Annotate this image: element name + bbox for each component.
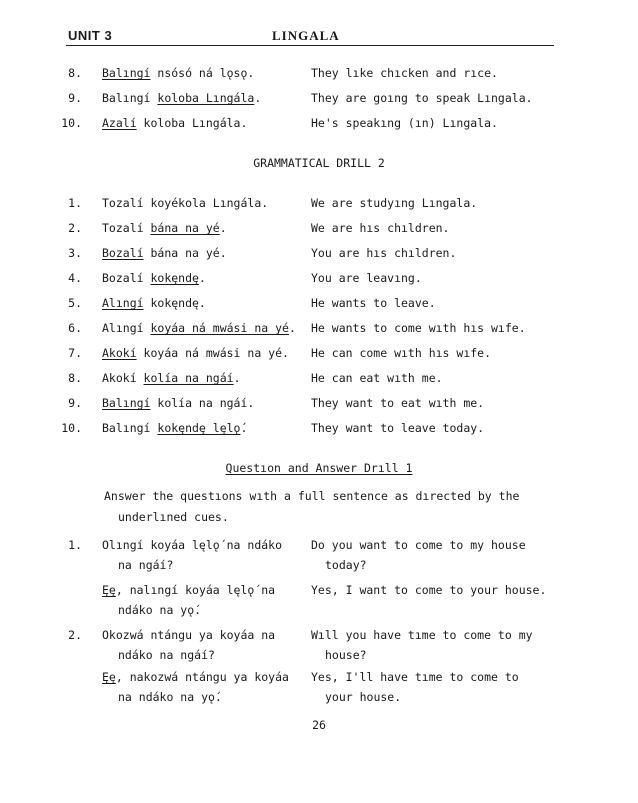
drill-row (0, 346, 638, 364)
lingala-text: Balıngí (102, 421, 158, 435)
drill-row (0, 221, 638, 239)
underlined-cue: Bozalí (102, 246, 144, 260)
item-number: 5. (68, 296, 82, 310)
lingala-text: Balıngí (102, 91, 158, 105)
lingala-question: Okozwá ntángu ya koyáa na (102, 628, 276, 642)
qa-answer-row (0, 583, 638, 601)
english-translation: They want to leave today. (311, 421, 485, 435)
english-question: today? (325, 558, 367, 572)
underlined-cue: koloba Lıngála (157, 91, 255, 105)
lingala-text: , nakozwá ntángu ya koyáa (115, 670, 289, 684)
header-rule (66, 45, 554, 46)
english-translation: We are studyıng Lıngala. (311, 196, 478, 210)
english-translation: He's speakıng (ın) Lıngala. (311, 116, 498, 130)
underlined-cue: bána na yé (150, 221, 220, 235)
unit-header: UNIT 3 (68, 28, 113, 43)
english-translation: You are leavıng. (311, 271, 422, 285)
underlined-cue: Akokí (102, 346, 137, 360)
sentence-row (0, 66, 638, 84)
lingala-text: Akokí (102, 371, 144, 385)
lingala-sentence (102, 221, 227, 235)
lingala-text: kokęndę. (143, 296, 206, 310)
lingala-text: . (198, 271, 206, 285)
lingala-text: kolía na ngáí. (150, 396, 255, 410)
language-header: LINGALA (272, 28, 340, 43)
english-answer: your house. (325, 690, 402, 704)
drill-row (0, 321, 638, 339)
sentence-row (0, 116, 638, 134)
item-number: 1. (68, 538, 82, 552)
qa-question-row (0, 648, 638, 666)
english-answer: Yes, I'll have tıme to come to (311, 670, 519, 684)
item-number: 2. (68, 628, 82, 642)
qa-question-row (0, 538, 638, 556)
qa-question-row (0, 628, 638, 646)
english-translation: He can come wıth hıs wıfe. (311, 346, 492, 360)
qa-answer-row (0, 603, 638, 621)
lingala-sentence (102, 91, 261, 105)
lingala-sentence (102, 116, 247, 130)
english-question: Do you want to come to my house (311, 538, 526, 552)
instructions-line: underlıned cues. (118, 510, 229, 524)
english-question: Wıll you have tıme to come to my (311, 628, 533, 642)
lingala-sentence (102, 321, 296, 335)
english-translation: They are goıng to speak Lıngala. (311, 91, 533, 105)
lingala-sentence (102, 296, 206, 310)
lingala-sentence (102, 196, 268, 210)
lingala-text: Tozalí koyékola Lıngála. (102, 196, 269, 210)
lingala-text: koyáa ná mwási na yé. (136, 346, 289, 360)
lingala-answer (102, 670, 289, 684)
drill-row (0, 196, 638, 214)
page-number: 26 (312, 718, 326, 732)
underlined-cue: Ęę (102, 583, 116, 597)
lingala-sentence (102, 246, 227, 260)
underlined-cue: Balıngí (102, 66, 151, 80)
lingala-answer (102, 583, 275, 597)
lingala-sentence (102, 271, 206, 285)
item-number: 2. (68, 221, 82, 235)
item-number: 6. (68, 321, 82, 335)
lingala-text: . (219, 221, 227, 235)
underlined-cue: kokęndę lęlǫ́ (157, 421, 241, 435)
lingala-text: Tozalí (102, 221, 151, 235)
item-number: 4. (68, 271, 82, 285)
lingala-text: . (240, 421, 248, 435)
lingala-text: koloba Lıngála. (136, 116, 248, 130)
lingala-question: Olıngí koyáa lęlǫ́ na ndáko (102, 538, 283, 552)
lingala-text: Bozalí (102, 271, 151, 285)
drill-row (0, 371, 638, 389)
english-translation: He wants to leave. (311, 296, 436, 310)
drill-title: GRAMMATICAL DRILL 2 (253, 156, 385, 170)
drill-row (0, 246, 638, 264)
lingala-question: na ngáí? (118, 558, 174, 572)
english-translation: We are hıs chıldren. (311, 221, 450, 235)
lingala-text: Alıngí (102, 321, 151, 335)
english-answer: Yes, I want to come to your house. (311, 583, 547, 597)
sentence-row (0, 91, 638, 109)
english-translation: You are hıs chıldren. (311, 246, 457, 260)
lingala-text: nsósó ná lǫsǫ. (150, 66, 255, 80)
drill-row (0, 421, 638, 439)
lingala-answer: na ndáko na yǫ́. (118, 690, 222, 704)
lingala-sentence (102, 396, 254, 410)
qa-answer-row (0, 690, 638, 708)
qa-title: Questıon and Answer Drıll 1 (225, 461, 413, 475)
underlined-cue: Ęę (102, 670, 116, 684)
english-translation: He wants to come wıth hıs wıfe. (311, 321, 526, 335)
item-number: 10. (61, 116, 82, 130)
lingala-text: . (233, 371, 241, 385)
item-number: 1. (68, 196, 82, 210)
underlined-cue: Balıngí (102, 396, 151, 410)
underlined-cue: koyáa ná mwási na yé (150, 321, 289, 335)
lingala-sentence (102, 371, 241, 385)
qa-answer-row (0, 670, 638, 688)
item-number: 8. (68, 66, 82, 80)
item-number: 9. (68, 91, 82, 105)
english-translation: He can eat wıth me. (311, 371, 443, 385)
qa-question-row (0, 558, 638, 576)
lingala-sentence (102, 421, 247, 435)
english-translation: They want to eat wıth me. (311, 396, 485, 410)
item-number: 3. (68, 246, 82, 260)
underlined-cue: Alıngí (102, 296, 144, 310)
underlined-cue: Azalí (102, 116, 137, 130)
instructions-line: Answer the questıons wıth a full sentence as dırected by the (104, 489, 520, 503)
underlined-cue: kolía na ngáí (143, 371, 234, 385)
drill-row (0, 271, 638, 289)
english-translation: They lıke chıcken and rıce. (311, 66, 498, 80)
lingala-answer: ndáko na yǫ́. (118, 603, 202, 617)
item-number: 10. (61, 421, 82, 435)
english-question: house? (325, 648, 367, 662)
item-number: 9. (68, 396, 82, 410)
lingala-question: ndáko na ngáí? (118, 648, 215, 662)
qa-instructions (104, 486, 554, 528)
lingala-text: bána na yé. (143, 246, 227, 260)
lingala-sentence (102, 66, 254, 80)
item-number: 7. (68, 346, 82, 360)
drill-row (0, 296, 638, 314)
lingala-text: , nalıngí koyáa lęlǫ́ na (115, 583, 276, 597)
lingala-text: . (288, 321, 296, 335)
lingala-sentence (102, 346, 289, 360)
underlined-cue: kokęndę (150, 271, 199, 285)
lingala-text: . (254, 91, 262, 105)
drill-row (0, 396, 638, 414)
item-number: 8. (68, 371, 82, 385)
